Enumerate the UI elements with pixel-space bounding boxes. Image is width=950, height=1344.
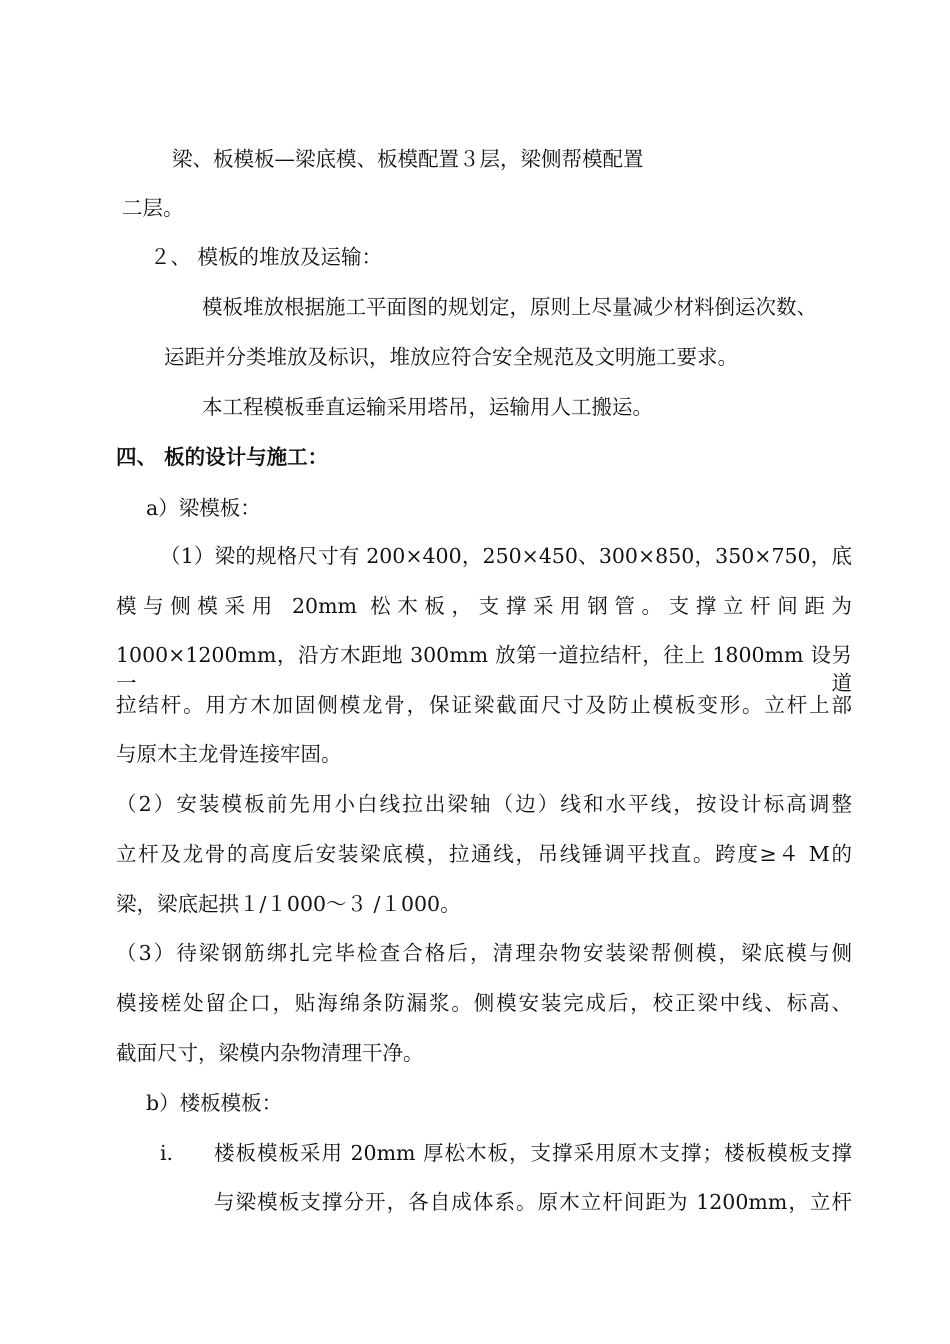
text-line-15: 立杆及龙骨的高度后安装梁底模，拉通线，吊线锤调平找直。跨度≥４ M的 <box>116 842 852 866</box>
section-heading-4: 四、 板的设计与施工： <box>116 445 329 469</box>
text-line-6: 本工程模板垂直运输采用塔吊，运输用人工搬运。 <box>202 395 653 419</box>
text-line-21: 楼板模板采用 20mm 厚松木板，支撑采用原木支撑；楼板模板支撑 <box>214 1141 852 1165</box>
text-line-16: 梁，梁底起拱１/１000～３ /１000。 <box>116 892 461 916</box>
text-line-18: 模接槎处留企口，贴海绵条防漏浆。侧模安装完成后，校正梁中线、标高、 <box>116 991 852 1015</box>
text-line-1: 梁、板模板—梁底模、板模配置３层，梁侧帮模配置 <box>172 147 644 171</box>
text-line-19: 截面尺寸，梁模内杂物清理干净。 <box>116 1041 424 1065</box>
text-line-2: 二层。 <box>122 196 184 220</box>
list-marker-i: i. <box>160 1141 174 1165</box>
section-heading-2: ２、 模板的堆放及运输： <box>150 245 383 269</box>
text-line-11: 1000×1200mm，沿方木距地 300mm 放第一道拉结杆，往上 1800mm 设另一道 <box>116 643 852 695</box>
text-line-10: 模与侧模采用 20mm 松木板，支撑采用钢管。支撑立杆间距为 <box>116 594 852 618</box>
subsection-heading-a: a）梁模板： <box>146 496 261 520</box>
subsection-heading-b: b）楼板模板： <box>146 1091 283 1115</box>
text-line-14: （2）安装模板前先用小白线拉出梁轴（边）线和水平线，按设计标高调整 <box>116 792 852 816</box>
text-line-12: 拉结杆。用方木加固侧模龙骨，保证梁截面尺寸及防止模板变形。立杆上部 <box>116 693 852 717</box>
text-line-4: 模板堆放根据施工平面图的规划定，原则上尽量减少材料倒运次数、 <box>202 295 817 319</box>
text-line-9: （1）梁的规格尺寸有 200×400，250×450、300×850，350×750，底 <box>160 544 852 568</box>
text-line-13: 与原木主龙骨连接牢固。 <box>116 742 342 766</box>
text-line-5: 运距并分类堆放及标识，堆放应符合安全规范及文明施工要求。 <box>164 345 738 369</box>
text-line-17: （3）待梁钢筋绑扎完毕检查合格后，清理杂物安装梁帮侧模，梁底模与侧 <box>116 941 852 965</box>
text-line-22: 与梁模板支撑分开，各自成体系。原木立杆间距为 1200mm，立杆 <box>214 1190 852 1214</box>
